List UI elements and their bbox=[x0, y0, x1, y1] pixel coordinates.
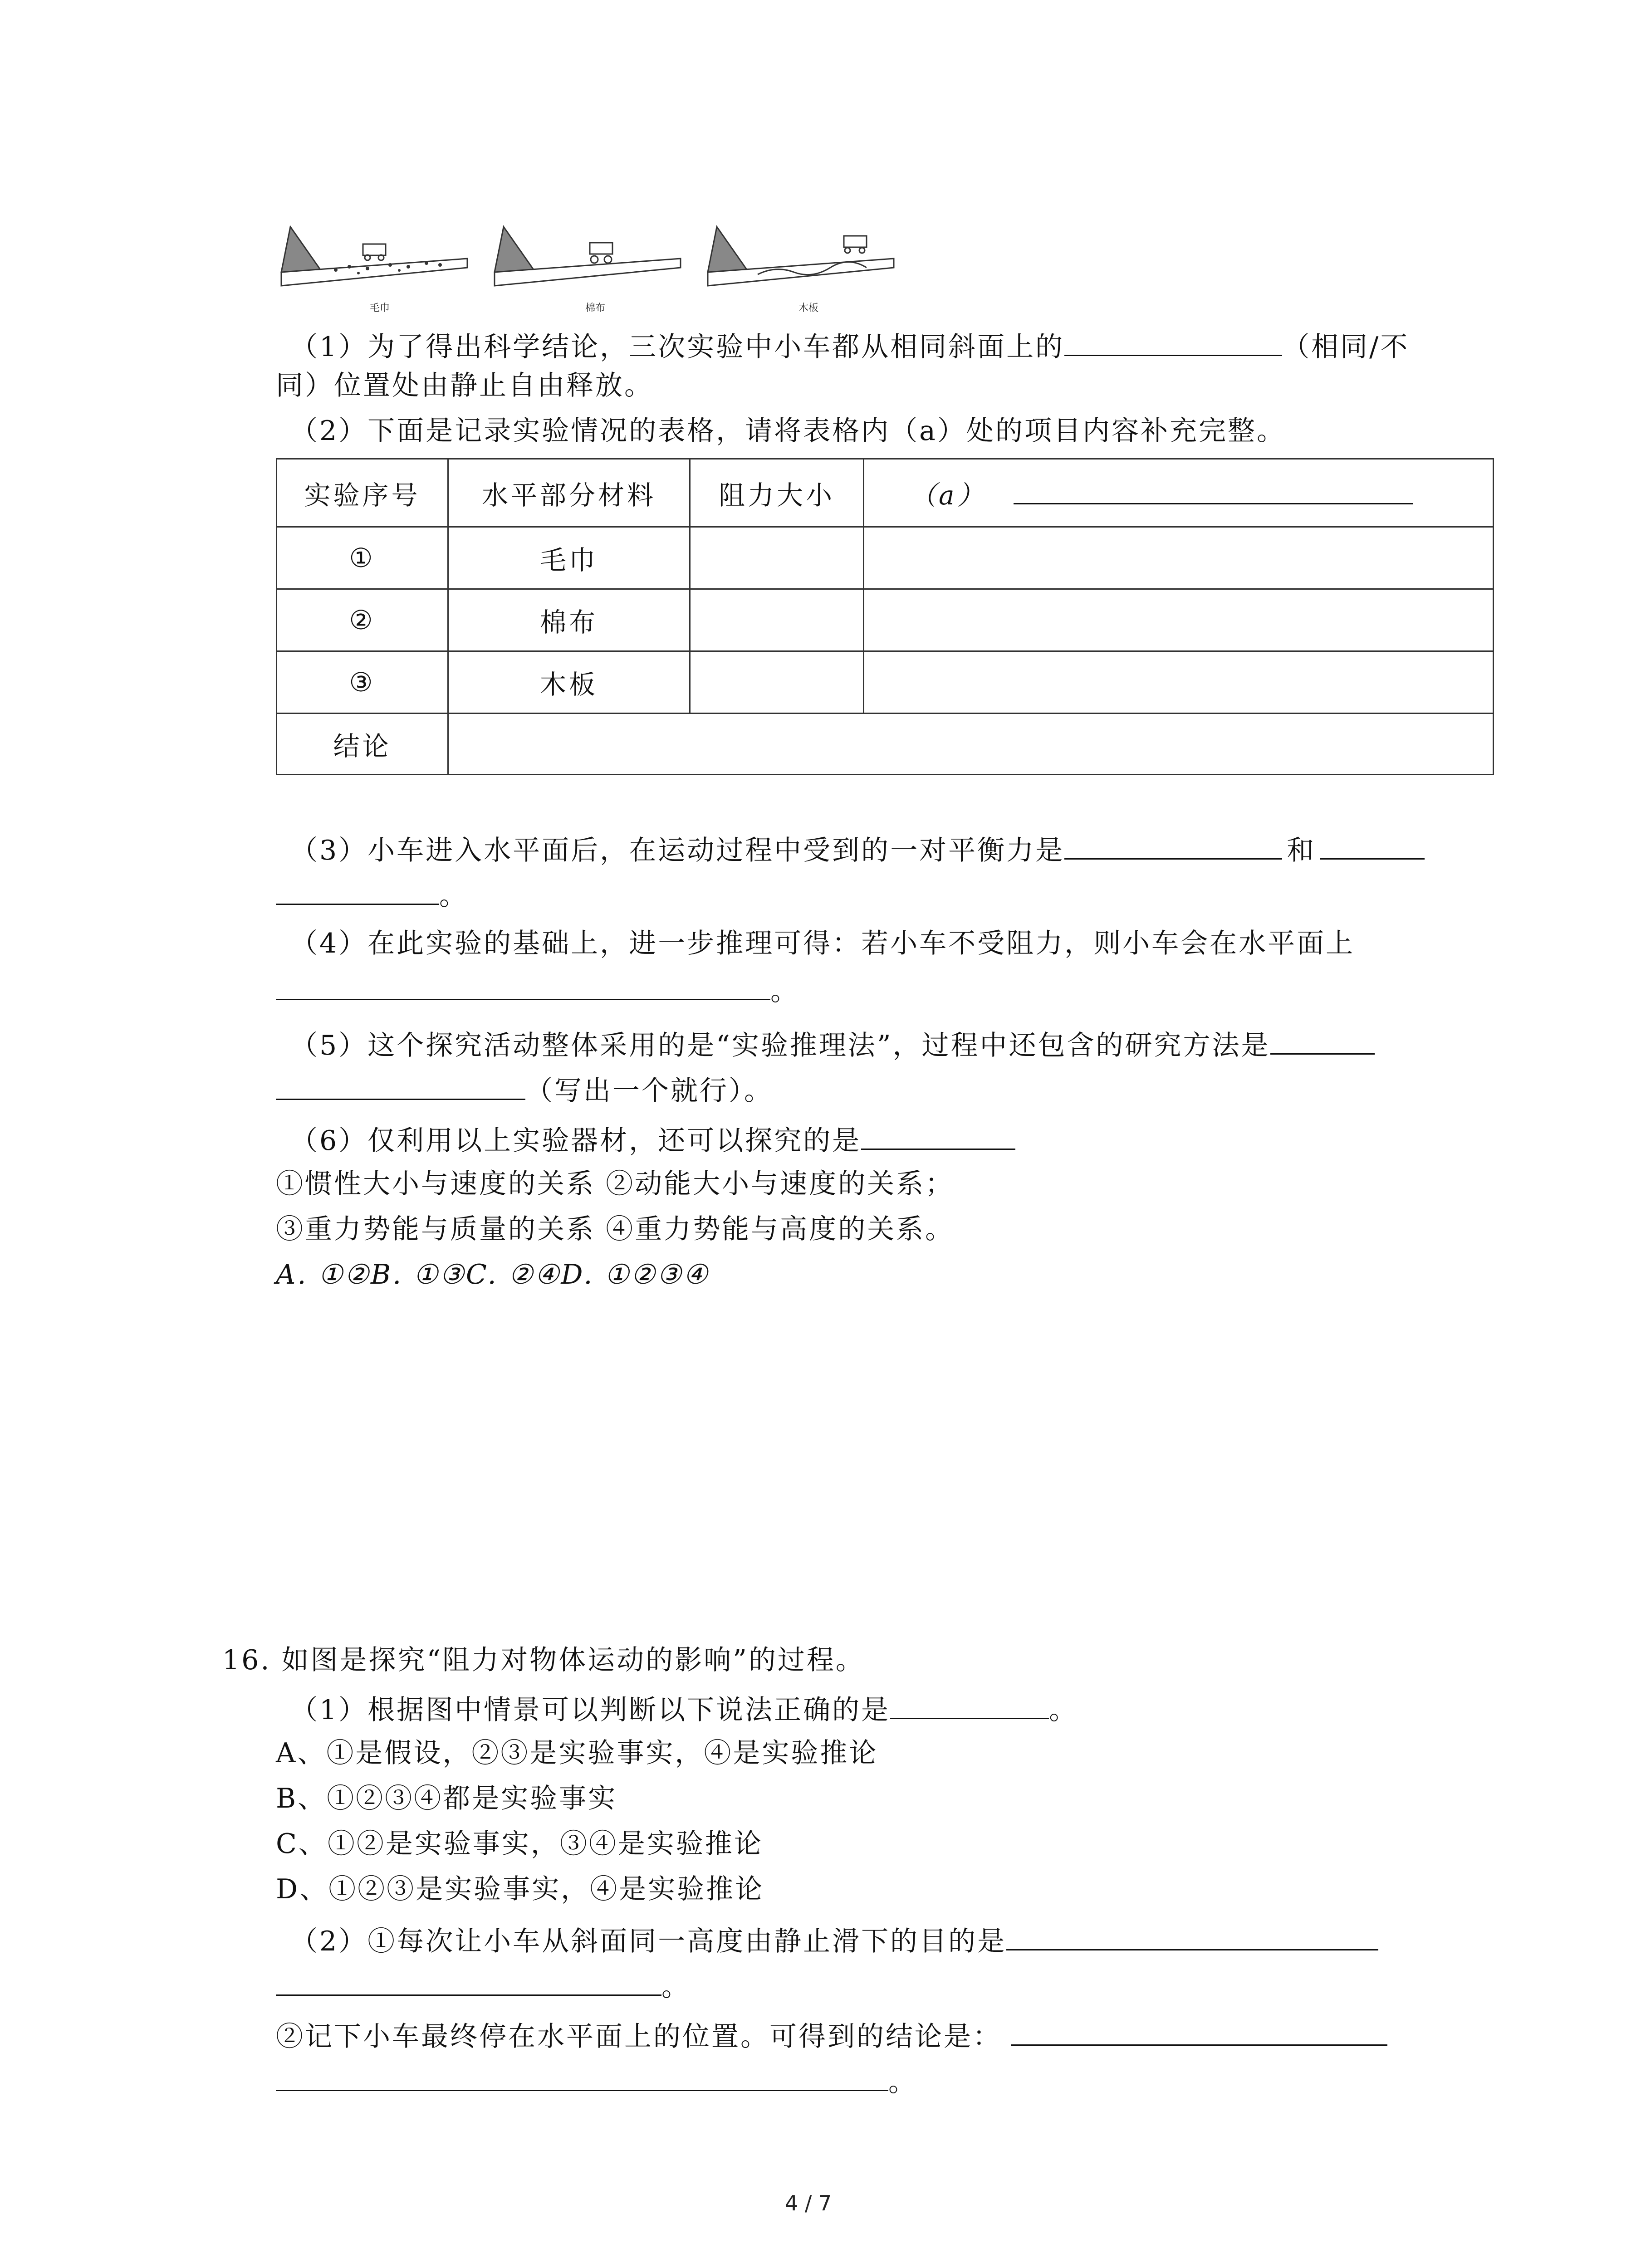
header-material: 水平部分材料 bbox=[448, 459, 690, 527]
figure-label-cotton: 棉布 bbox=[585, 303, 606, 314]
q15-part3-blank-2b[interactable] bbox=[276, 875, 439, 905]
figure-label-wood: 木板 bbox=[798, 303, 819, 314]
table-row bbox=[277, 651, 1494, 714]
row1-no: ① bbox=[277, 527, 448, 589]
q15-part1-line2: 同）位置处由静止自由释放。 bbox=[276, 370, 653, 401]
row2-no: ② bbox=[277, 589, 448, 651]
q15-part3-blank-1[interactable] bbox=[1064, 830, 1282, 860]
q16-part2a-blank-a[interactable] bbox=[1006, 1921, 1378, 1950]
q16-part2b-blank-a[interactable] bbox=[1011, 2016, 1387, 2046]
row3-resistance-cell[interactable] bbox=[690, 651, 864, 714]
q16-option-b: B、①②③④都是实验事实 bbox=[276, 1783, 617, 1814]
table-row bbox=[277, 589, 1494, 651]
q15-part6-blank[interactable] bbox=[861, 1120, 1015, 1150]
q16-part2a-blank-b[interactable] bbox=[276, 1966, 661, 1996]
header-item-a-blank[interactable] bbox=[1014, 475, 1413, 504]
q16-part2b-blank-b[interactable] bbox=[276, 2062, 888, 2091]
q15-part1-text-b: （相同/不 bbox=[1282, 331, 1410, 363]
table-row bbox=[277, 527, 1494, 589]
q16-part1-end: 。 bbox=[1049, 1694, 1078, 1726]
q16-option-a: A、①是假设，②③是实验事实，④是实验推论 bbox=[276, 1737, 878, 1769]
q15-part1-answer-blank[interactable] bbox=[1064, 327, 1282, 356]
row3-no: ③ bbox=[277, 651, 448, 714]
q15-part6-text-a: （6）仅利用以上实验器材，还可以探究的是 bbox=[290, 1125, 862, 1157]
table-conclusion-row bbox=[277, 714, 1494, 775]
q15-part6-options: A. ①②B. ①③C. ②④D. ①②③④ bbox=[276, 1259, 710, 1290]
experiment-figure bbox=[277, 218, 921, 318]
q15-part5-text-b: （写出一个就行）。 bbox=[525, 1075, 773, 1107]
q16-part2a-line2 bbox=[276, 1966, 691, 2005]
conclusion-label: 结论 bbox=[277, 714, 448, 775]
q15-part4-line2 bbox=[276, 971, 799, 1009]
q16-part2a-text: （2）①每次让小车从斜面同一高度由静止滑下的目的是 bbox=[290, 1926, 1007, 1957]
q15-part1-text-a: （1）为了得出科学结论，三次实验中小车都从相同斜面上的 bbox=[290, 331, 1065, 363]
experiment-table bbox=[276, 458, 1494, 775]
q16-part2b-end: 。 bbox=[888, 2066, 917, 2098]
q15-part2-text: （2）下面是记录实验情况的表格，请将表格内（a）处的项目内容补充完整。 bbox=[290, 415, 1286, 447]
q15-part5-text-a: （5）这个探究活动整体采用的是“实验推理法”，过程中还包含的研究方法是 bbox=[290, 1030, 1270, 1061]
q15-part6-line1 bbox=[290, 1120, 1015, 1159]
q16-option-c: C、①②是实验事实，③④是实验推论 bbox=[276, 1828, 763, 1860]
q15-part5-line2 bbox=[276, 1070, 773, 1109]
row2-a-cell[interactable] bbox=[864, 589, 1494, 651]
header-resistance: 阻力大小 bbox=[690, 459, 864, 527]
header-trial-no: 实验序号 bbox=[277, 459, 448, 527]
row1-a-cell[interactable] bbox=[864, 527, 1494, 589]
row3-a-cell[interactable] bbox=[864, 651, 1494, 714]
q16-part1-text: （1）根据图中情景可以判断以下说法正确的是 bbox=[290, 1694, 891, 1726]
q16-part2b-text: ②记下小车最终停在水平面上的位置。可得到的结论是： bbox=[276, 2021, 1002, 2053]
header-item-a bbox=[864, 459, 1494, 527]
q15-part3-text-c: 。 bbox=[439, 880, 468, 912]
q15-part4-text-b: 。 bbox=[770, 975, 799, 1007]
q15-part3-line2 bbox=[276, 875, 468, 914]
page-number: 4 / 7 bbox=[785, 2191, 832, 2215]
q15-part5-line1 bbox=[290, 1025, 1375, 1064]
row1-material: 毛巾 bbox=[448, 527, 690, 589]
figure-label-towel: 毛巾 bbox=[370, 303, 390, 314]
q16-part1 bbox=[290, 1690, 1078, 1728]
q15-part1-line1 bbox=[290, 327, 1409, 365]
header-item-a-label: （a） bbox=[910, 479, 986, 511]
q15-part4-line1: （4）在此实验的基础上，进一步推理可得：若小车不受阻力，则小车会在水平面上 bbox=[290, 928, 1355, 959]
row2-material: 棉布 bbox=[448, 589, 690, 651]
q15-part5-blank-a[interactable] bbox=[1270, 1025, 1375, 1055]
q16-part2a-end: 。 bbox=[661, 1971, 691, 2003]
q15-part6-item-line1: ①惯性大小与速度的关系 ②动能大小与速度的关系； bbox=[276, 1168, 955, 1200]
q16-part2b-line1 bbox=[276, 2016, 1387, 2055]
q15-part5-blank-b[interactable] bbox=[276, 1070, 525, 1100]
q15-part3-text-a: （3）小车进入水平面后，在运动过程中受到的一对平衡力是 bbox=[290, 835, 1065, 866]
q16-stem: 16. 如图是探究“阻力对物体运动的影响”的过程。 bbox=[222, 1644, 865, 1676]
q16-part2a-line1 bbox=[290, 1921, 1378, 1960]
table-header-row bbox=[277, 459, 1494, 527]
q16-part1-blank[interactable] bbox=[890, 1690, 1049, 1719]
row3-material: 木板 bbox=[448, 651, 690, 714]
conclusion-cell[interactable] bbox=[448, 714, 1494, 775]
q15-part4-blank[interactable] bbox=[276, 971, 770, 1000]
q15-part3-line1 bbox=[290, 830, 1425, 869]
row1-resistance-cell[interactable] bbox=[690, 527, 864, 589]
q15-part3-blank-2a[interactable] bbox=[1320, 830, 1425, 860]
q16-option-d: D、①②③是实验事实，④是实验推论 bbox=[276, 1873, 764, 1905]
q16-part2b-line2 bbox=[276, 2062, 917, 2100]
row2-resistance-cell[interactable] bbox=[690, 589, 864, 651]
q15-part3-text-b: 和 bbox=[1287, 835, 1316, 866]
q15-part6-item-line2: ③重力势能与质量的关系 ④重力势能与高度的关系。 bbox=[276, 1213, 955, 1245]
